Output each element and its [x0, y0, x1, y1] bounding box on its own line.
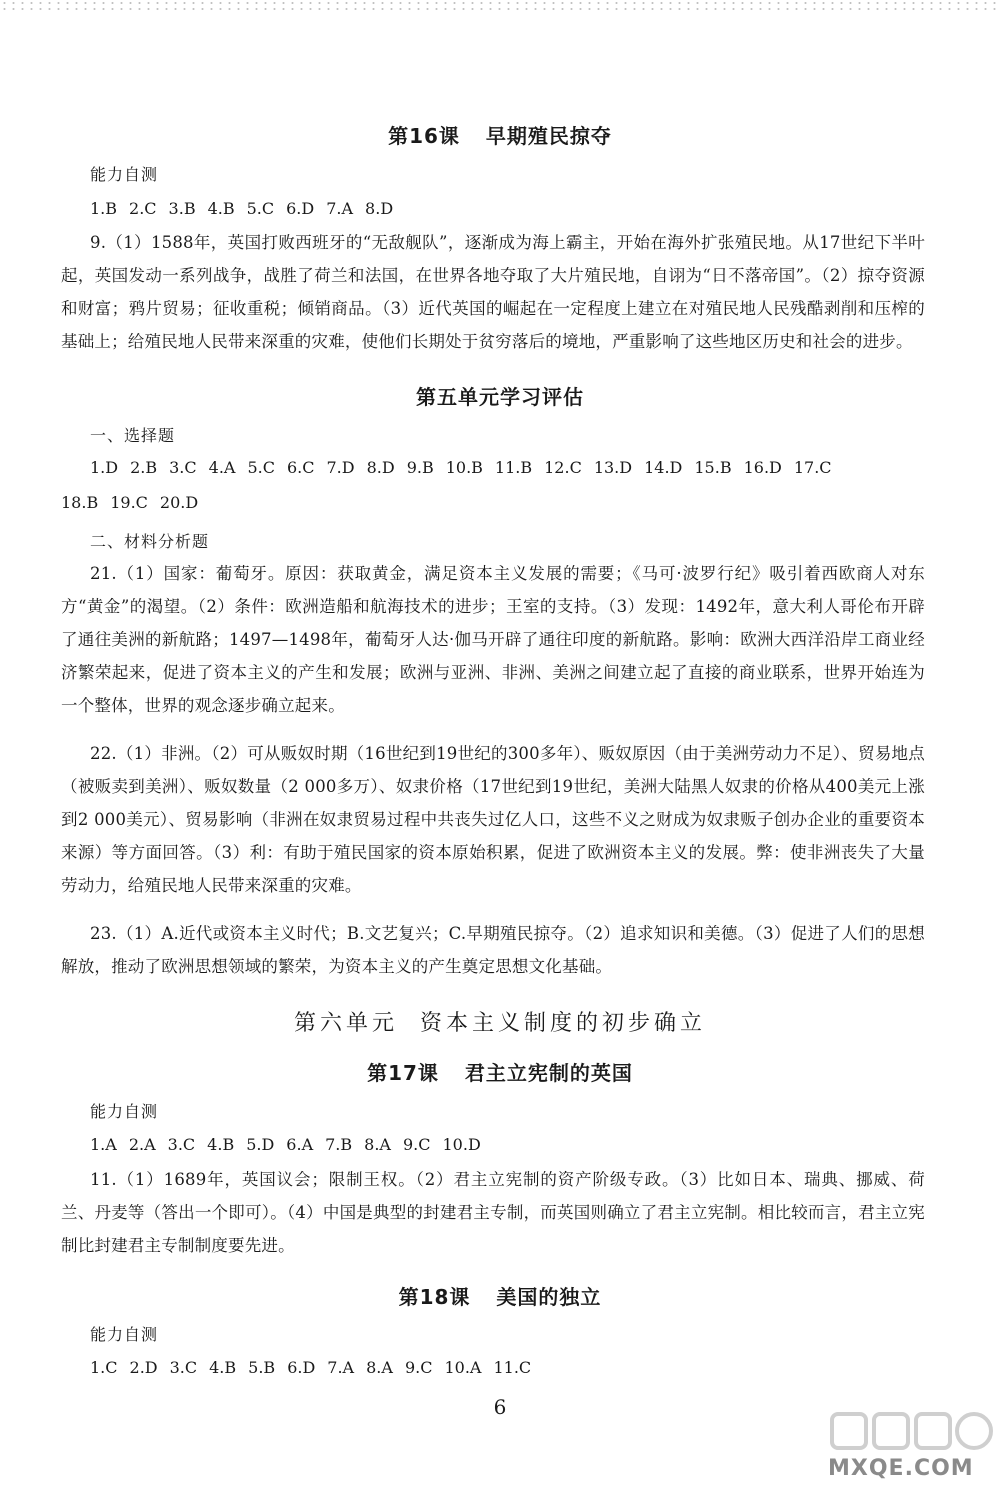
lesson-17-number: 第17课	[367, 1061, 439, 1085]
answer-item: 20.D	[159, 493, 199, 512]
answer-item: 8.A	[366, 1358, 393, 1377]
question-23: 23.（1）A.近代或资本主义时代；B.文艺复兴；C.早期殖民掠夺。（2）追求知识和美德。（3）促进了人们的思想解放，推动了欧洲思想领域的繁荣，为资本主义的产生奠定思想文化基础。	[61, 924, 925, 976]
answer-item: 3.C	[167, 1135, 196, 1154]
question-22: 22.（1）非洲。（2）可从贩奴时期（16世纪到19世纪的300多年）、贩奴原因（由于美洲劳动力不足）、贸易地点（被贩卖到美洲）、贩奴数量（2 000多万）、奴隶价格（17世纪到19世纪，美洲大陆黑人奴隶的价格从400美元上涨到2 000美元）、贸易影响（非洲在奴隶贸易过程中共丧失过亿人口，这些不义之财成为奴隶贩子创办企业的重要资本来源）等方面回答。（3）利：有助于殖民国家的资本原始积累，促进了欧洲资本主义的发展。弊：使非洲丧失了大量劳动力，给殖民地人民带来深重的灾难。	[61, 744, 925, 895]
unit-5-evaluation-heading: 第五单元学习评估	[416, 385, 584, 409]
answer-item: 7.D	[326, 458, 355, 477]
answer-item: 5.C	[247, 458, 275, 477]
answer-item: 9.C	[404, 1358, 433, 1377]
lesson-17-question-11: 11.（1）1689年，英国议会；限制王权。（2）君主立宪制的资产阶级专政。（3）比如日本、瑞典、挪威、荷兰、丹麦等（答出一个即可）。（4）中国是典型的封建君主专制，而英国则确立了君主立宪制。相比较而言，君主立宪制比封建君主专制制度要先进。	[61, 1170, 925, 1255]
answer-item: 15.B	[694, 458, 732, 477]
answer-item: 13.D	[593, 458, 633, 477]
unit-6-number: 第六单元	[293, 1011, 398, 1036]
watermark-text: MXQE.COM	[828, 1456, 974, 1481]
unit-6-heading	[0, 1006, 1000, 1037]
lesson-18-heading	[0, 1281, 1000, 1310]
answer-item: 2.D	[129, 1358, 158, 1377]
answer-item: 1.D	[90, 458, 119, 477]
answer-item: 7.A	[326, 199, 354, 218]
answer-item: 19.C	[110, 493, 148, 512]
answer-item: 3.C	[169, 458, 197, 477]
lesson-16-question-9: 9.（1）1588年，英国打败西班牙的“无敌舰队”，逐渐成为海上霸主，开始在海外扩张殖民地。从17世纪下半叶起，英国发动一系列战争，战胜了荷兰和法国，在世界各地夺取了大片殖民地，自诩为“日不落帝国”。（2）掠夺资源和财富；鸦片贸易；征收重税；倾销商品。（3）近代英国的崛起在一定程度上建立在对殖民地人民残酷剥削和压榨的基础上；给殖民地人民带来深重的灾难，使他们长期处于贫穷落后的境地，严重影响了这些地区历史和社会的进步。	[61, 233, 925, 351]
lesson-18-section-label: 能力自测	[90, 1325, 159, 1344]
answer-item: 9.B	[406, 458, 434, 477]
answer-item: 10.B	[445, 458, 483, 477]
scan-edge-dots	[0, 0, 1000, 14]
answer-item: 18.B	[61, 493, 99, 512]
answer-item: 4.B	[207, 1135, 235, 1154]
answer-item: 7.B	[325, 1135, 353, 1154]
lesson-16-number: 第16课	[388, 124, 460, 148]
unit-5-answers-line-2	[61, 493, 210, 512]
answer-item: 4.B	[209, 1358, 237, 1377]
answer-item: 14.D	[644, 458, 683, 477]
answer-item: 7.A	[327, 1358, 355, 1377]
lesson-16-answers	[90, 199, 405, 218]
choice-section-label: 一、选择题	[90, 426, 176, 445]
answer-item: 1.B	[90, 199, 118, 218]
lesson-17-answers	[90, 1135, 493, 1154]
answer-item: 6.D	[286, 199, 315, 218]
answer-item: 5.D	[246, 1135, 275, 1154]
answer-item: 9.C	[402, 1135, 431, 1154]
answer-item: 11.C	[493, 1358, 532, 1377]
answer-item: 1.A	[90, 1135, 117, 1154]
lesson-17-title: 君主立宪制的英国	[464, 1061, 633, 1085]
unit-6-title: 资本主义制度的初步确立	[420, 1011, 707, 1036]
lesson-18-number: 第18课	[398, 1285, 471, 1309]
lesson-16-title: 早期殖民掠夺	[485, 124, 612, 148]
unit-5-answers-line-1	[90, 458, 844, 477]
answer-item: 10.A	[444, 1358, 482, 1377]
answer-item: 4.B	[207, 199, 235, 218]
answer-item: 8.A	[364, 1135, 391, 1154]
answer-item: 1.C	[90, 1358, 118, 1377]
answer-item: 2.C	[129, 199, 157, 218]
answer-item: 17.C	[793, 458, 832, 477]
material-section-label: 二、材料分析题	[90, 532, 210, 551]
answer-item: 6.C	[286, 458, 315, 477]
lesson-18-answers	[90, 1358, 543, 1377]
answer-item: 16.D	[743, 458, 782, 477]
answer-item: 5.B	[248, 1358, 276, 1377]
answer-item: 10.D	[442, 1135, 481, 1154]
lesson-17-section-label: 能力自测	[90, 1102, 159, 1121]
answer-item: 6.D	[287, 1358, 316, 1377]
answer-item: 5.C	[246, 199, 275, 218]
lesson-16-heading	[0, 120, 1000, 149]
answer-item: 2.B	[130, 458, 158, 477]
answer-item: 3.C	[169, 1358, 198, 1377]
answer-item: 6.A	[286, 1135, 314, 1154]
answer-item: 8.D	[365, 199, 394, 218]
lesson-16-section-label: 能力自测	[90, 165, 159, 184]
lesson-18-title: 美国的独立	[496, 1285, 602, 1309]
answer-item: 3.B	[168, 199, 196, 218]
answer-item: 2.A	[128, 1135, 156, 1154]
answer-item: 12.C	[544, 458, 582, 477]
page-number: 6	[493, 1395, 507, 1419]
lesson-17-heading	[0, 1057, 1000, 1086]
question-21: 21.（1）国家：葡萄牙。原因：获取黄金，满足资本主义发展的需要；《马可·波罗行纪》吸引着西欧商人对东方“黄金”的渴望。（2）条件：欧洲造船和航海技术的进步；王室的支持。（3）发现：1492年，意大利人哥伦布开辟了通往美洲的新航路；1497—1498年，葡萄牙人达·伽马开辟了通往印度的新航路。影响：欧洲大西洋沿岸工商业经济繁荣起来，促进了资本主义的产生和发展；欧洲与亚洲、非洲、美洲之间建立起了直接的商业联系，世界开始连为一个整体，世界的观念逐步确立起来。	[61, 564, 925, 715]
answer-item: 11.B	[494, 458, 533, 477]
answer-item: 8.D	[366, 458, 395, 477]
answer-item: 4.A	[208, 458, 236, 477]
